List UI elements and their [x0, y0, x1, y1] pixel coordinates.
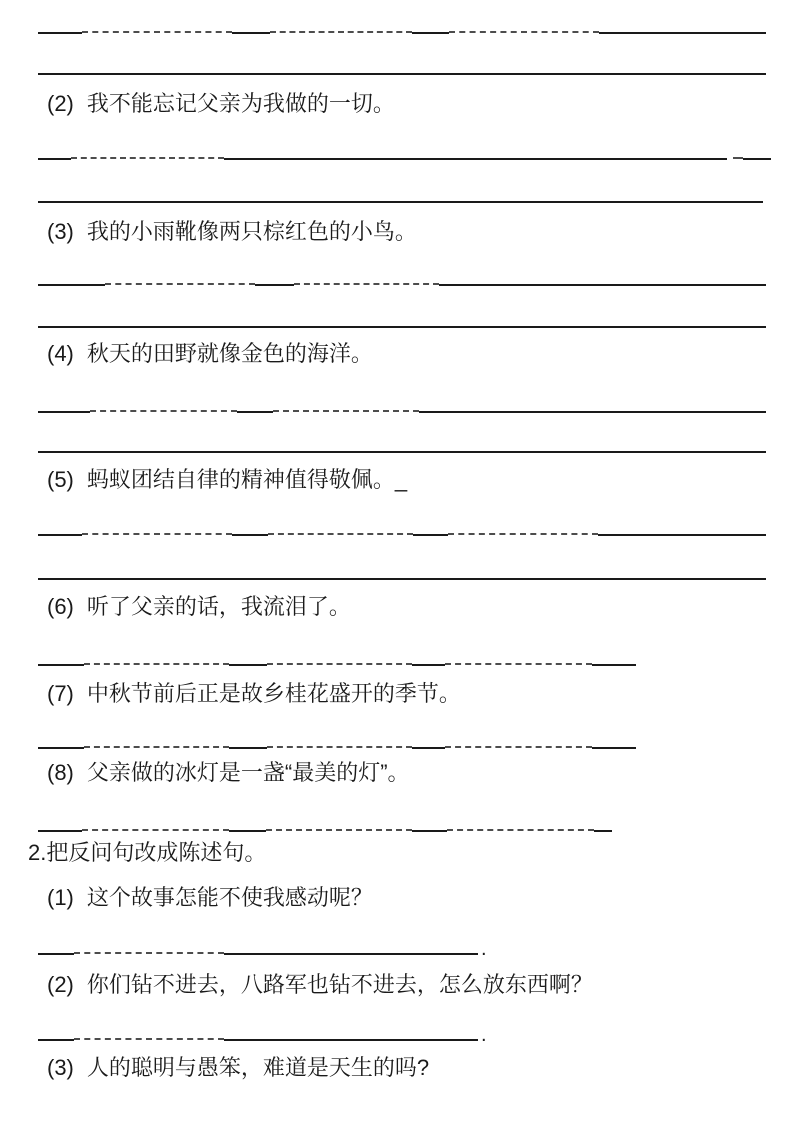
dashed-rule-segment: [273, 410, 419, 412]
exercise-item-2-1: [47, 884, 373, 912]
dashed-rule-segment: [268, 533, 413, 535]
solid-rule-segment: [38, 664, 84, 666]
solid-rule-segment: [232, 534, 268, 536]
item-number: (3): [47, 219, 74, 244]
answer-blank-line: [38, 283, 766, 287]
solid-rule-segment: [419, 411, 766, 413]
solid-rule-segment: [592, 747, 636, 749]
solid-rule-segment: [232, 32, 270, 34]
dashed-rule-segment: [82, 533, 232, 535]
answer-blank-line: [38, 72, 766, 76]
dashed-rule-segment: [266, 829, 412, 831]
item-text: 这个故事怎能不使我感动呢？: [86, 885, 373, 910]
exercise-item-1-8: [47, 759, 410, 787]
solid-rule-segment: [439, 284, 766, 286]
solid-rule-segment: [38, 201, 763, 203]
dashed-rule-segment: [448, 533, 598, 535]
solid-rule-segment: [224, 1039, 478, 1041]
exercise-item-1-6: [47, 593, 351, 621]
answer-blank-line: [38, 31, 766, 35]
solid-rule-segment: [229, 664, 267, 666]
answer-blank-line: [38, 577, 766, 581]
dashed-rule-segment: [84, 663, 229, 665]
dashed-rule-segment: [270, 31, 412, 33]
item-text: 我不能忘记父亲为我做的一切。: [86, 91, 395, 116]
item-text: 秋天的田野就像金色的海洋。: [86, 341, 373, 366]
dashed-rule-segment: [74, 1038, 224, 1040]
solid-rule-segment: [38, 830, 82, 832]
item-number: (5): [47, 467, 74, 492]
solid-rule-segment: [38, 953, 74, 955]
answer-blank-line: [38, 157, 771, 161]
dashed-rule-segment: [267, 663, 412, 665]
solid-rule-segment: [599, 32, 766, 34]
dashed-rule-segment: [84, 746, 229, 748]
solid-rule-segment: [38, 32, 82, 34]
solid-rule-segment: [224, 158, 727, 160]
solid-rule-segment: [594, 830, 612, 832]
item-number: (4): [47, 341, 74, 366]
answer-blank-line: [38, 410, 766, 414]
item-text: 人的聪明与愚笨，难道是天生的吗?: [86, 1055, 430, 1080]
solid-rule-segment: [592, 664, 636, 666]
solid-rule-segment: [412, 747, 445, 749]
dashed-rule-segment: [447, 829, 594, 831]
solid-rule-segment: [38, 158, 71, 160]
exercise-item-1-3: [47, 218, 417, 246]
solid-rule-segment: [38, 73, 766, 75]
item-number: (2): [47, 91, 74, 116]
exercise-item-1-7: [47, 680, 461, 708]
item-text: 听了父亲的话，我流泪了。: [86, 594, 351, 619]
dashed-rule-segment: [82, 31, 232, 33]
item-text: 蚂蚁团结自律的精神值得敬佩。_: [86, 467, 408, 492]
solid-rule-segment: [38, 284, 105, 286]
exercise-item-1-4: [47, 340, 373, 368]
item-text: 父亲做的冰灯是一盏“最美的灯”。: [86, 760, 410, 785]
answer-blank-line: [38, 663, 636, 667]
solid-rule-segment: [38, 534, 82, 536]
solid-rule-segment: [38, 326, 766, 328]
solid-rule-segment: [237, 411, 273, 413]
item-text: 我的小雨靴像两只棕红色的小鸟。: [86, 219, 417, 244]
dashed-rule-segment: [82, 829, 229, 831]
answer-blank-line: [38, 829, 612, 833]
line-end-period: .: [481, 938, 487, 960]
answer-blank-line: [38, 938, 487, 960]
exercise-item-1-5: [47, 466, 407, 494]
item-number: (8): [47, 760, 74, 785]
solid-rule-segment: [743, 158, 771, 160]
solid-rule-segment: [38, 578, 766, 580]
solid-rule-segment: [255, 284, 294, 286]
dashed-rule-segment: [267, 746, 412, 748]
exercise-item-1-2: [47, 90, 395, 118]
dashed-rule-segment: [74, 952, 224, 954]
line-end-period: .: [481, 1024, 487, 1046]
dashed-rule-segment: [71, 157, 224, 159]
dashed-rule-segment: [445, 746, 592, 748]
item-text: 你们钻不进去，八路军也钻不进去，怎么放东西啊？: [86, 972, 593, 997]
solid-rule-segment: [412, 32, 449, 34]
dashed-rule-segment: [449, 31, 599, 33]
solid-rule-segment: [413, 534, 448, 536]
item-number: (7): [47, 681, 74, 706]
answer-blank-line: [38, 450, 766, 454]
item-number: (3): [47, 1055, 74, 1080]
solid-rule-segment: [598, 534, 766, 536]
item-number: (2): [47, 972, 74, 997]
dashed-rule-segment: [294, 283, 439, 285]
solid-rule-segment: [412, 830, 447, 832]
answer-blank-line: [38, 200, 763, 204]
solid-rule-segment: [38, 1039, 74, 1041]
dashed-rule-segment: [105, 283, 255, 285]
exercise-item-2-3: [47, 1054, 429, 1082]
answer-blank-line: [38, 746, 636, 750]
item-text: 中秋节前后正是故乡桂花盛开的季节。: [86, 681, 461, 706]
dashed-rule-segment: [733, 157, 743, 159]
dashed-rule-segment: [90, 410, 237, 412]
solid-rule-segment: [412, 664, 445, 666]
answer-blank-line: [38, 533, 766, 537]
solid-rule-segment: [38, 747, 84, 749]
solid-rule-segment: [224, 953, 478, 955]
section-2-heading: 2.把反问句改成陈述句。: [28, 840, 267, 865]
solid-rule-segment: [38, 411, 90, 413]
item-number: (6): [47, 594, 74, 619]
solid-rule-segment: [229, 830, 266, 832]
solid-rule-segment: [229, 747, 267, 749]
solid-rule-segment: [38, 451, 766, 453]
dashed-rule-segment: [445, 663, 592, 665]
exercise-item-2-2: [47, 971, 593, 999]
item-number: (1): [47, 885, 74, 910]
answer-blank-line: [38, 1024, 487, 1046]
answer-blank-line: [38, 325, 766, 329]
